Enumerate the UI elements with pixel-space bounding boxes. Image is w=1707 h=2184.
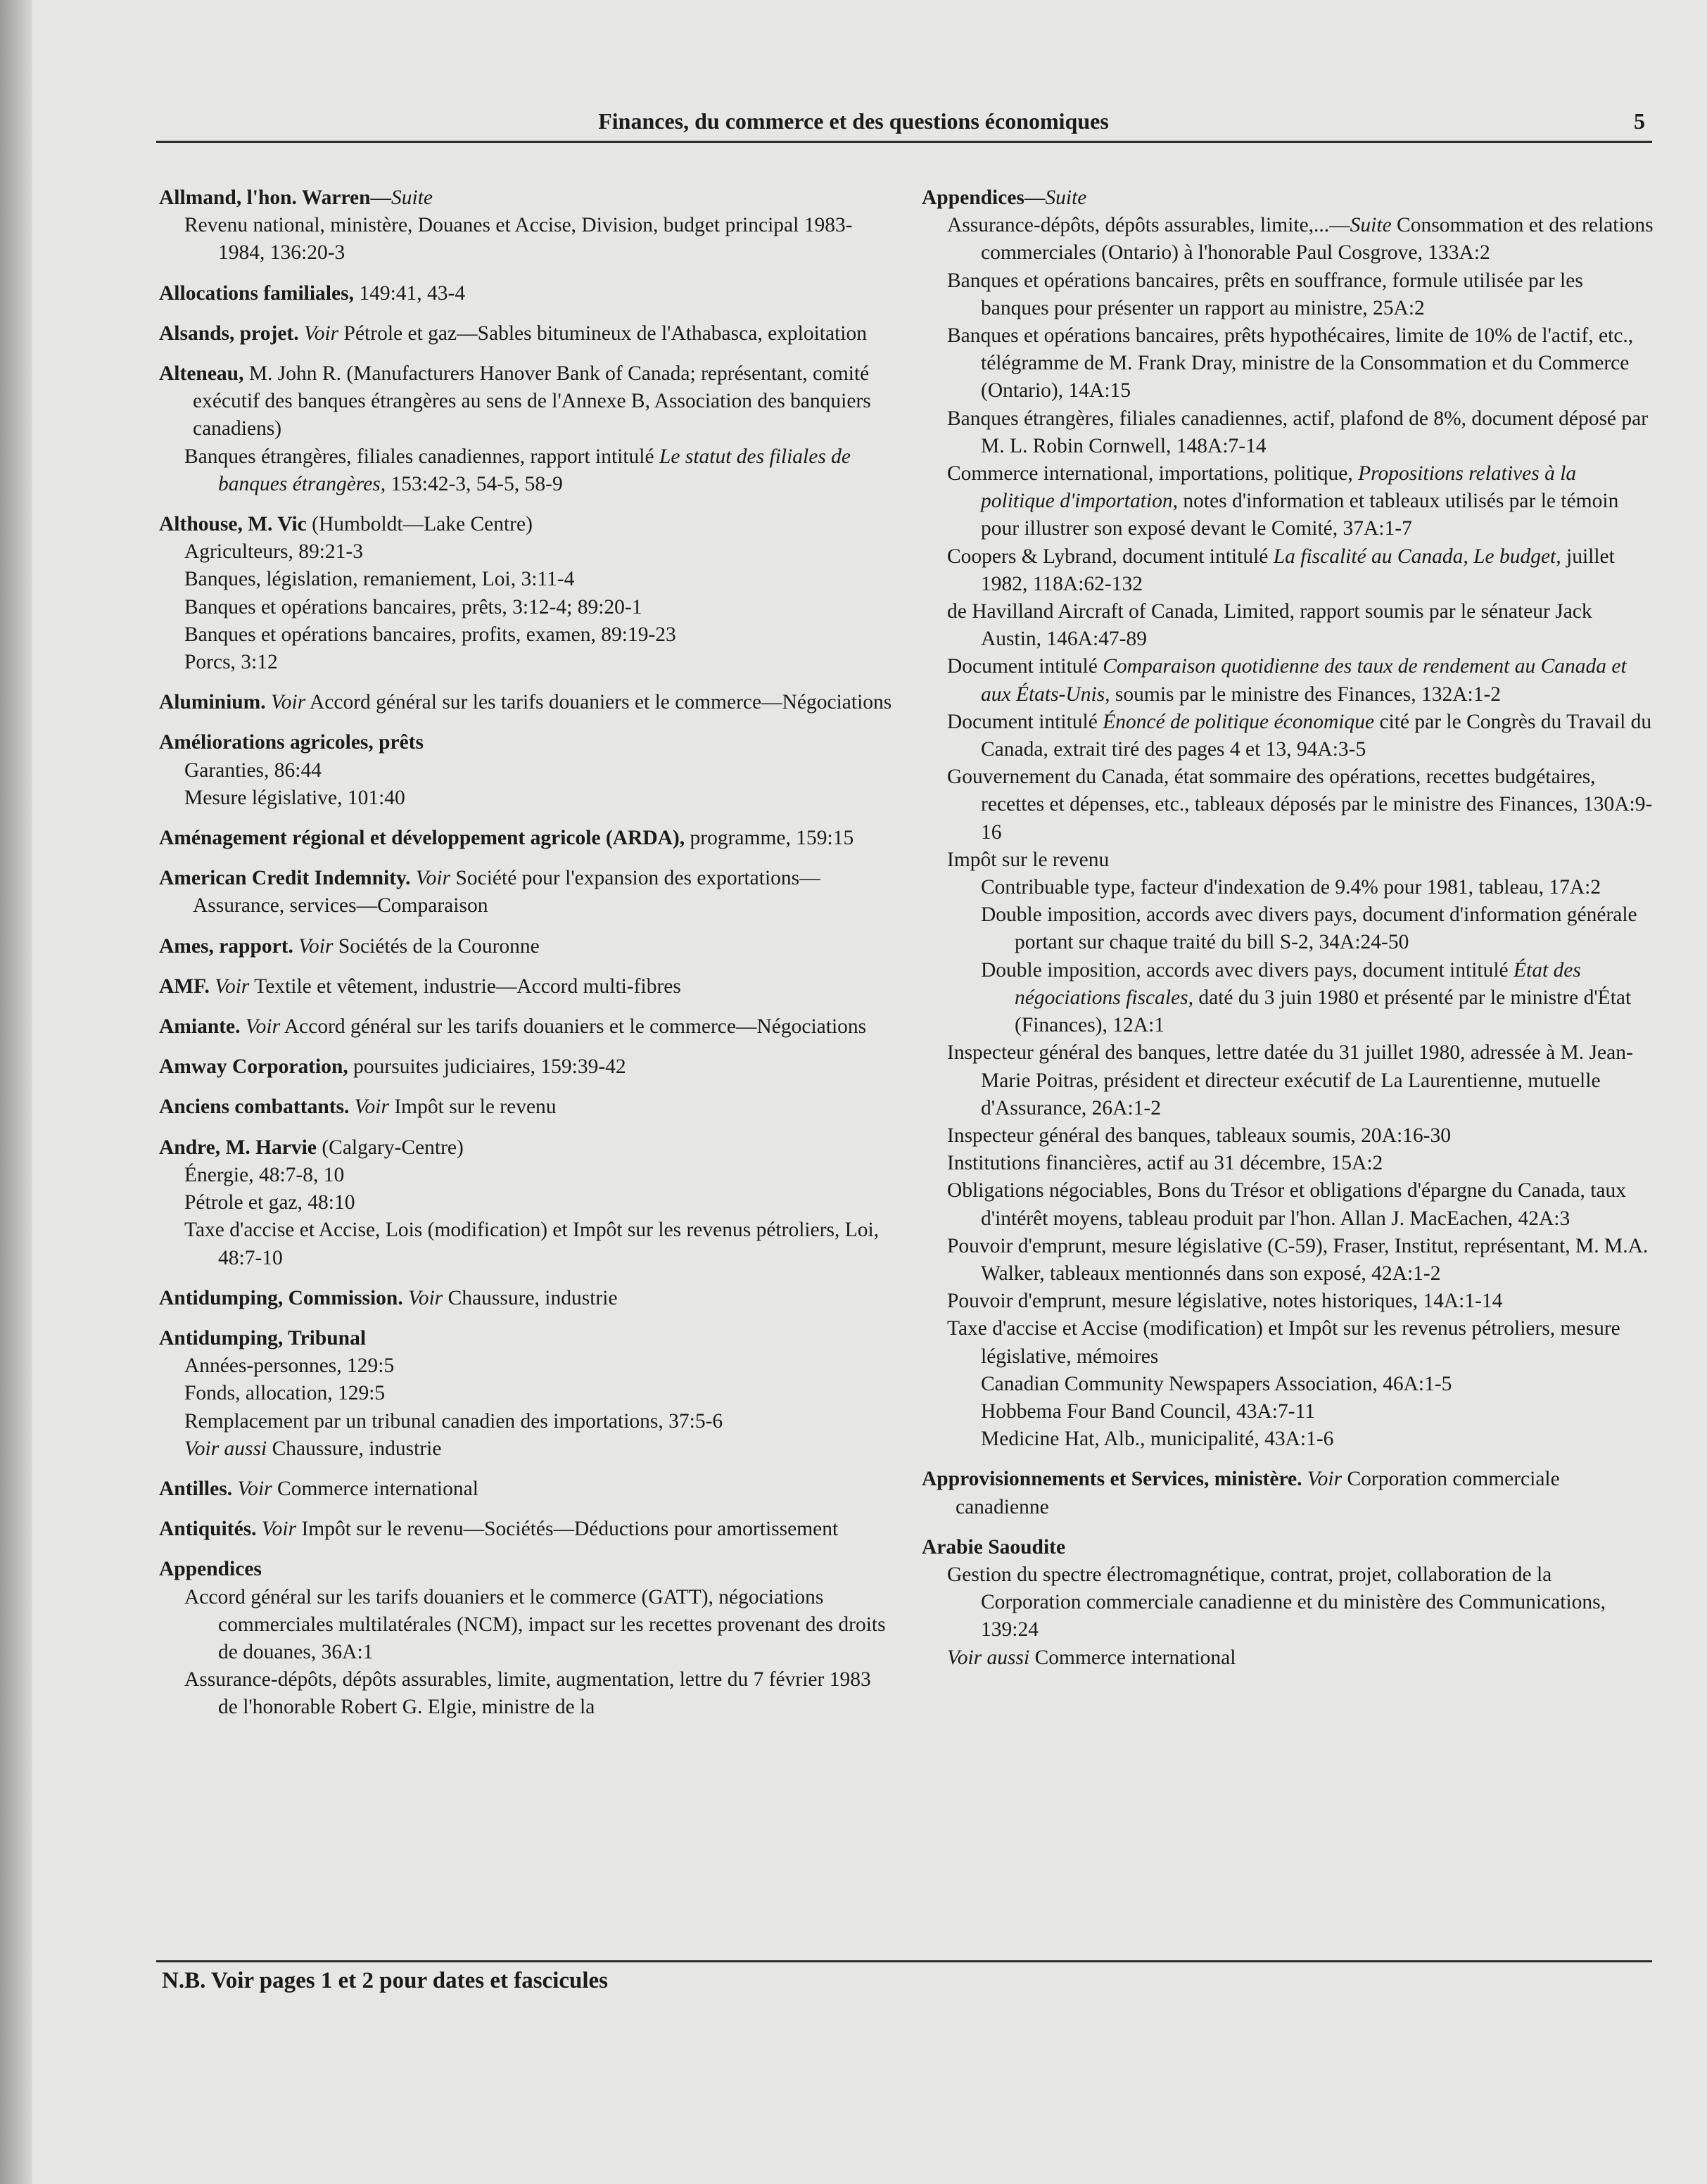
entry-subitem: Banques et opérations bancaires, prêts hypothécaires, limite de 10% de l'actif, etc., télégramme de M. Frank Dray, ministre de la Consommation et du Commerce (Ontario), 14A:15 bbox=[947, 324, 1634, 402]
index-entry bbox=[159, 1093, 895, 1121]
entry-subitem: Porcs, 3:12 bbox=[184, 651, 278, 674]
entry-heading: Appendices—Suite bbox=[922, 186, 1087, 209]
index-entry bbox=[159, 511, 895, 676]
entry-heading: Andre, M. Harvie (Calgary-Centre) bbox=[159, 1136, 464, 1159]
index-entry bbox=[159, 1013, 895, 1041]
index-entry bbox=[159, 689, 895, 716]
index-entry bbox=[159, 1285, 895, 1312]
entry-heading: Antidumping, Tribunal bbox=[159, 1326, 367, 1350]
index-entry bbox=[159, 1134, 895, 1272]
entry-subitem: Accord général sur les tarifs douaniers et le commerce (GATT), négociations commerciales multilatérales (NCM), impact sur les recettes provenant des droits de douanes, 36A:1 bbox=[184, 1585, 886, 1663]
index-entry bbox=[922, 184, 1654, 1453]
entry-subitem: Inspecteur général des banques, lettre datée du 31 juillet 1980, adressée à M. Jean-Marie Poitras, président et directeur exécutif de La Laurentienne, mutuelle d'Assurance, 26A:1-2 bbox=[947, 1041, 1633, 1119]
entry-heading: Althouse, M. Vic (Humboldt—Lake Centre) bbox=[159, 513, 533, 536]
entry-heading: AMF. Voir Textile et vêtement, industrie—Accord multi-fibres bbox=[159, 974, 681, 998]
entry-subitem: Taxe d'accise et Accise (modification) et Impôt sur les revenus pétroliers, mesure législative, mémoires bbox=[947, 1317, 1620, 1368]
entry-subitem: Pétrole et gaz, 48:10 bbox=[184, 1191, 355, 1214]
entry-subitem: Fonds, allocation, 129:5 bbox=[184, 1382, 386, 1405]
index-entry bbox=[159, 1556, 895, 1721]
entry-subitem: Banques étrangères, filiales canadiennes, actif, plafond de 8%, document déposé par M. L. Robin Cornwell, 148A:7-14 bbox=[947, 407, 1649, 457]
left-column bbox=[159, 184, 895, 1734]
entry-subitem: Banques et opérations bancaires, prêts, 3:12-4; 89:20-1 bbox=[184, 595, 642, 618]
entry-heading: Améliorations agricoles, prêts bbox=[159, 731, 424, 754]
entry-subitem: Hobbema Four Band Council, 43A:7-11 bbox=[981, 1399, 1315, 1423]
entry-heading: Antidumping, Commission. Voir Chaussure, industrie bbox=[159, 1286, 618, 1309]
right-column bbox=[922, 184, 1654, 1684]
entry-subitem: Coopers & Lybrand, document intitulé La fiscalité au Canada, Le budget, juillet 1982, 118A:62-132 bbox=[947, 545, 1615, 595]
entry-subitem: Assurance-dépôts, dépôts assurables, limite,...—Suite Consommation et des relations commerciales (Ontario) à l'honorable Paul Cosgrove, 133A:2 bbox=[947, 214, 1654, 265]
entry-subitem: Institutions financières, actif au 31 décembre, 15A:2 bbox=[947, 1152, 1383, 1175]
binding-shadow bbox=[0, 0, 32, 2184]
entry-heading: Antilles. Voir Commerce international bbox=[159, 1477, 478, 1500]
header-rule bbox=[156, 141, 1652, 143]
entry-heading: Aménagement régional et développement agricole (ARDA), programme, 159:15 bbox=[159, 827, 854, 850]
index-entry bbox=[159, 360, 895, 498]
entry-subitem: Contribuable type, facteur d'indexation de 9.4% pour 1981, tableau, 17A:2 bbox=[981, 876, 1601, 899]
entry-heading: Aluminium. Voir Accord général sur les tarifs douaniers et le commerce—Négociations bbox=[159, 691, 892, 714]
page-number: 5 bbox=[1634, 108, 1645, 134]
entry-subitem: Inspecteur général des banques, tableaux soumis, 20A:16-30 bbox=[947, 1124, 1451, 1147]
entry-subitem: Mesure législative, 101:40 bbox=[184, 786, 405, 809]
page-title: Finances, du commerce et des questions économiques bbox=[598, 108, 1109, 134]
entry-subitem: Énergie, 48:7-8, 10 bbox=[184, 1163, 345, 1186]
entry-heading: Antiquités. Voir Impôt sur le revenu—Sociétés—Déductions pour amortissement bbox=[159, 1518, 839, 1541]
index-entry bbox=[159, 1516, 895, 1543]
entry-subitem: Garanties, 86:44 bbox=[184, 758, 322, 782]
entry-subitem: Document intitulé Énoncé de politique économique cité par le Congrès du Travail du Canada, extrait tiré des pages 4 et 13, 94A:3-5 bbox=[947, 710, 1652, 761]
entry-heading: Amiante. Voir Accord général sur les tarifs douaniers et le commerce—Négociations bbox=[159, 1015, 867, 1039]
entry-heading: Alteneau, M. John R. (Manufacturers Hanover Bank of Canada; représentant, comité exécutif des banques étrangères au sens de l'Annexe B, Association des banquiers canadiens) bbox=[159, 362, 871, 440]
entry-heading: Anciens combattants. Voir Impôt sur le revenu bbox=[159, 1096, 557, 1119]
entry-subitem: Gouvernement du Canada, état sommaire des opérations, recettes budgétaires, recettes et dépenses, etc., tableaux déposés par le ministre des Finances, 130A:9-16 bbox=[947, 766, 1653, 844]
entry-subitem: Remplacement par un tribunal canadien des importations, 37:5-6 bbox=[184, 1409, 723, 1433]
entry-subitem: Voir aussi Chaussure, industrie bbox=[184, 1437, 442, 1460]
entry-subitem: Medicine Hat, Alb., municipalité, 43A:1-6 bbox=[981, 1428, 1334, 1451]
index-entry bbox=[922, 1534, 1654, 1672]
entry-subitem: de Havilland Aircraft of Canada, Limited, rapport soumis par le sénateur Jack Austin, 146A:47-89 bbox=[947, 600, 1592, 651]
entry-subitem: Pouvoir d'emprunt, mesure législative (C-59), Fraser, Institut, représentant, M. M.A. Walker, tableaux mentionnés dans son exposé, 42A:1-2 bbox=[947, 1234, 1649, 1285]
entry-heading: Alsands, projet. Voir Pétrole et gaz—Sables bitumineux de l'Athabasca, exploitation bbox=[159, 322, 867, 345]
index-entry bbox=[159, 320, 895, 348]
entry-subitem: Agriculteurs, 89:21-3 bbox=[184, 540, 363, 564]
entry-subitem: Taxe d'accise et Accise, Lois (modification) et Impôt sur les revenus pétroliers, Loi, 48:7-10 bbox=[184, 1219, 880, 1269]
index-entry bbox=[159, 1475, 895, 1503]
entry-subitem: Impôt sur le revenu bbox=[947, 848, 1110, 871]
entry-subitem: Banques et opérations bancaires, profits, examen, 89:19-23 bbox=[184, 623, 676, 646]
index-entry bbox=[159, 865, 895, 920]
entry-subitem: Banques, législation, remaniement, Loi, 3:11-4 bbox=[184, 568, 575, 591]
footer-rule bbox=[156, 1960, 1652, 1962]
index-entry bbox=[159, 184, 895, 267]
entry-subitem: Commerce international, importations, politique, Propositions relatives à la politique d'importation, notes d'information et tableaux utilisés par le témoin pour illustrer son exposé devant le Comité, 37A:1-7 bbox=[947, 462, 1619, 540]
index-entry bbox=[159, 729, 895, 812]
entry-heading: Ames, rapport. Voir Sociétés de la Couronne bbox=[159, 934, 540, 958]
index-entry bbox=[159, 973, 895, 1001]
index-entry bbox=[159, 933, 895, 960]
index-entry bbox=[159, 280, 895, 307]
index-entry bbox=[922, 1466, 1654, 1520]
entry-subitem: Banques et opérations bancaires, prêts en souffrance, formule utilisée par les banques pour présenter un rapport au ministre, 25A:2 bbox=[947, 269, 1583, 319]
entry-subitem: Canadian Community Newspapers Association, 46A:1-5 bbox=[981, 1372, 1452, 1395]
entry-subitem: Voir aussi Commerce international bbox=[947, 1646, 1236, 1669]
entry-subitem: Assurance-dépôts, dépôts assurables, limite, augmentation, lettre du 7 février 1983 de l'honorable Robert G. Elgie, ministre de la bbox=[184, 1668, 871, 1719]
entry-subitem: Années-personnes, 129:5 bbox=[184, 1354, 395, 1378]
index-entry bbox=[159, 1325, 895, 1463]
footer-note: N.B. Voir pages 1 et 2 pour dates et fascicules bbox=[162, 1968, 609, 1993]
entry-subitem: Pouvoir d'emprunt, mesure législative, notes historiques, 14A:1-14 bbox=[947, 1290, 1503, 1313]
entry-subitem: Double imposition, accords avec divers pays, document d'information générale portant sur chaque traité du bill S-2, 34A:24-50 bbox=[981, 903, 1637, 954]
entry-subitem: Obligations négociables, Bons du Trésor et obligations d'épargne du Canada, taux d'intérêt moyens, tableau produit par l'hon. Allan J. MacEachen, 42A:3 bbox=[947, 1179, 1627, 1230]
index-entry bbox=[159, 1053, 895, 1081]
entry-subitem: Revenu national, ministère, Douanes et Accise, Division, budget principal 1983-1984, 136:20-3 bbox=[184, 214, 853, 265]
entry-heading: Approvisionnements et Services, ministère. Voir Corporation commerciale canadienne bbox=[922, 1468, 1560, 1518]
index-entry bbox=[159, 825, 895, 852]
entry-heading: Allmand, l'hon. Warren—Suite bbox=[159, 186, 433, 209]
entry-heading: Allocations familiales, 149:41, 43-4 bbox=[159, 281, 466, 305]
entry-heading: Amway Corporation, poursuites judiciaires, 159:39-42 bbox=[159, 1055, 626, 1079]
entry-subitem: Banques étrangères, filiales canadiennes, rapport intitulé Le statut des filiales de banques étrangères, 153:42-3, 54-5, 58-9 bbox=[184, 445, 851, 495]
entry-subitem: Gestion du spectre électromagnétique, contrat, projet, collaboration de la Corporation commerciale canadienne et du ministère des Communications, 139:24 bbox=[947, 1563, 1606, 1642]
entry-subitem: Document intitulé Comparaison quotidienne des taux de rendement au Canada et aux États-Unis, soumis par le ministre des Finances, 132A:1-2 bbox=[947, 655, 1627, 706]
entry-heading: American Credit Indemnity. Voir Société pour l'expansion des exportations—Assurance, services—Comparaison bbox=[159, 867, 820, 918]
entry-heading: Arabie Saoudite bbox=[922, 1535, 1066, 1558]
entry-heading: Appendices bbox=[159, 1558, 262, 1581]
entry-subitem: Double imposition, accords avec divers pays, document intitulé État des négociations fiscales, daté du 3 juin 1980 et présenté par le ministre d'État (Finances), 12A:1 bbox=[981, 958, 1632, 1037]
